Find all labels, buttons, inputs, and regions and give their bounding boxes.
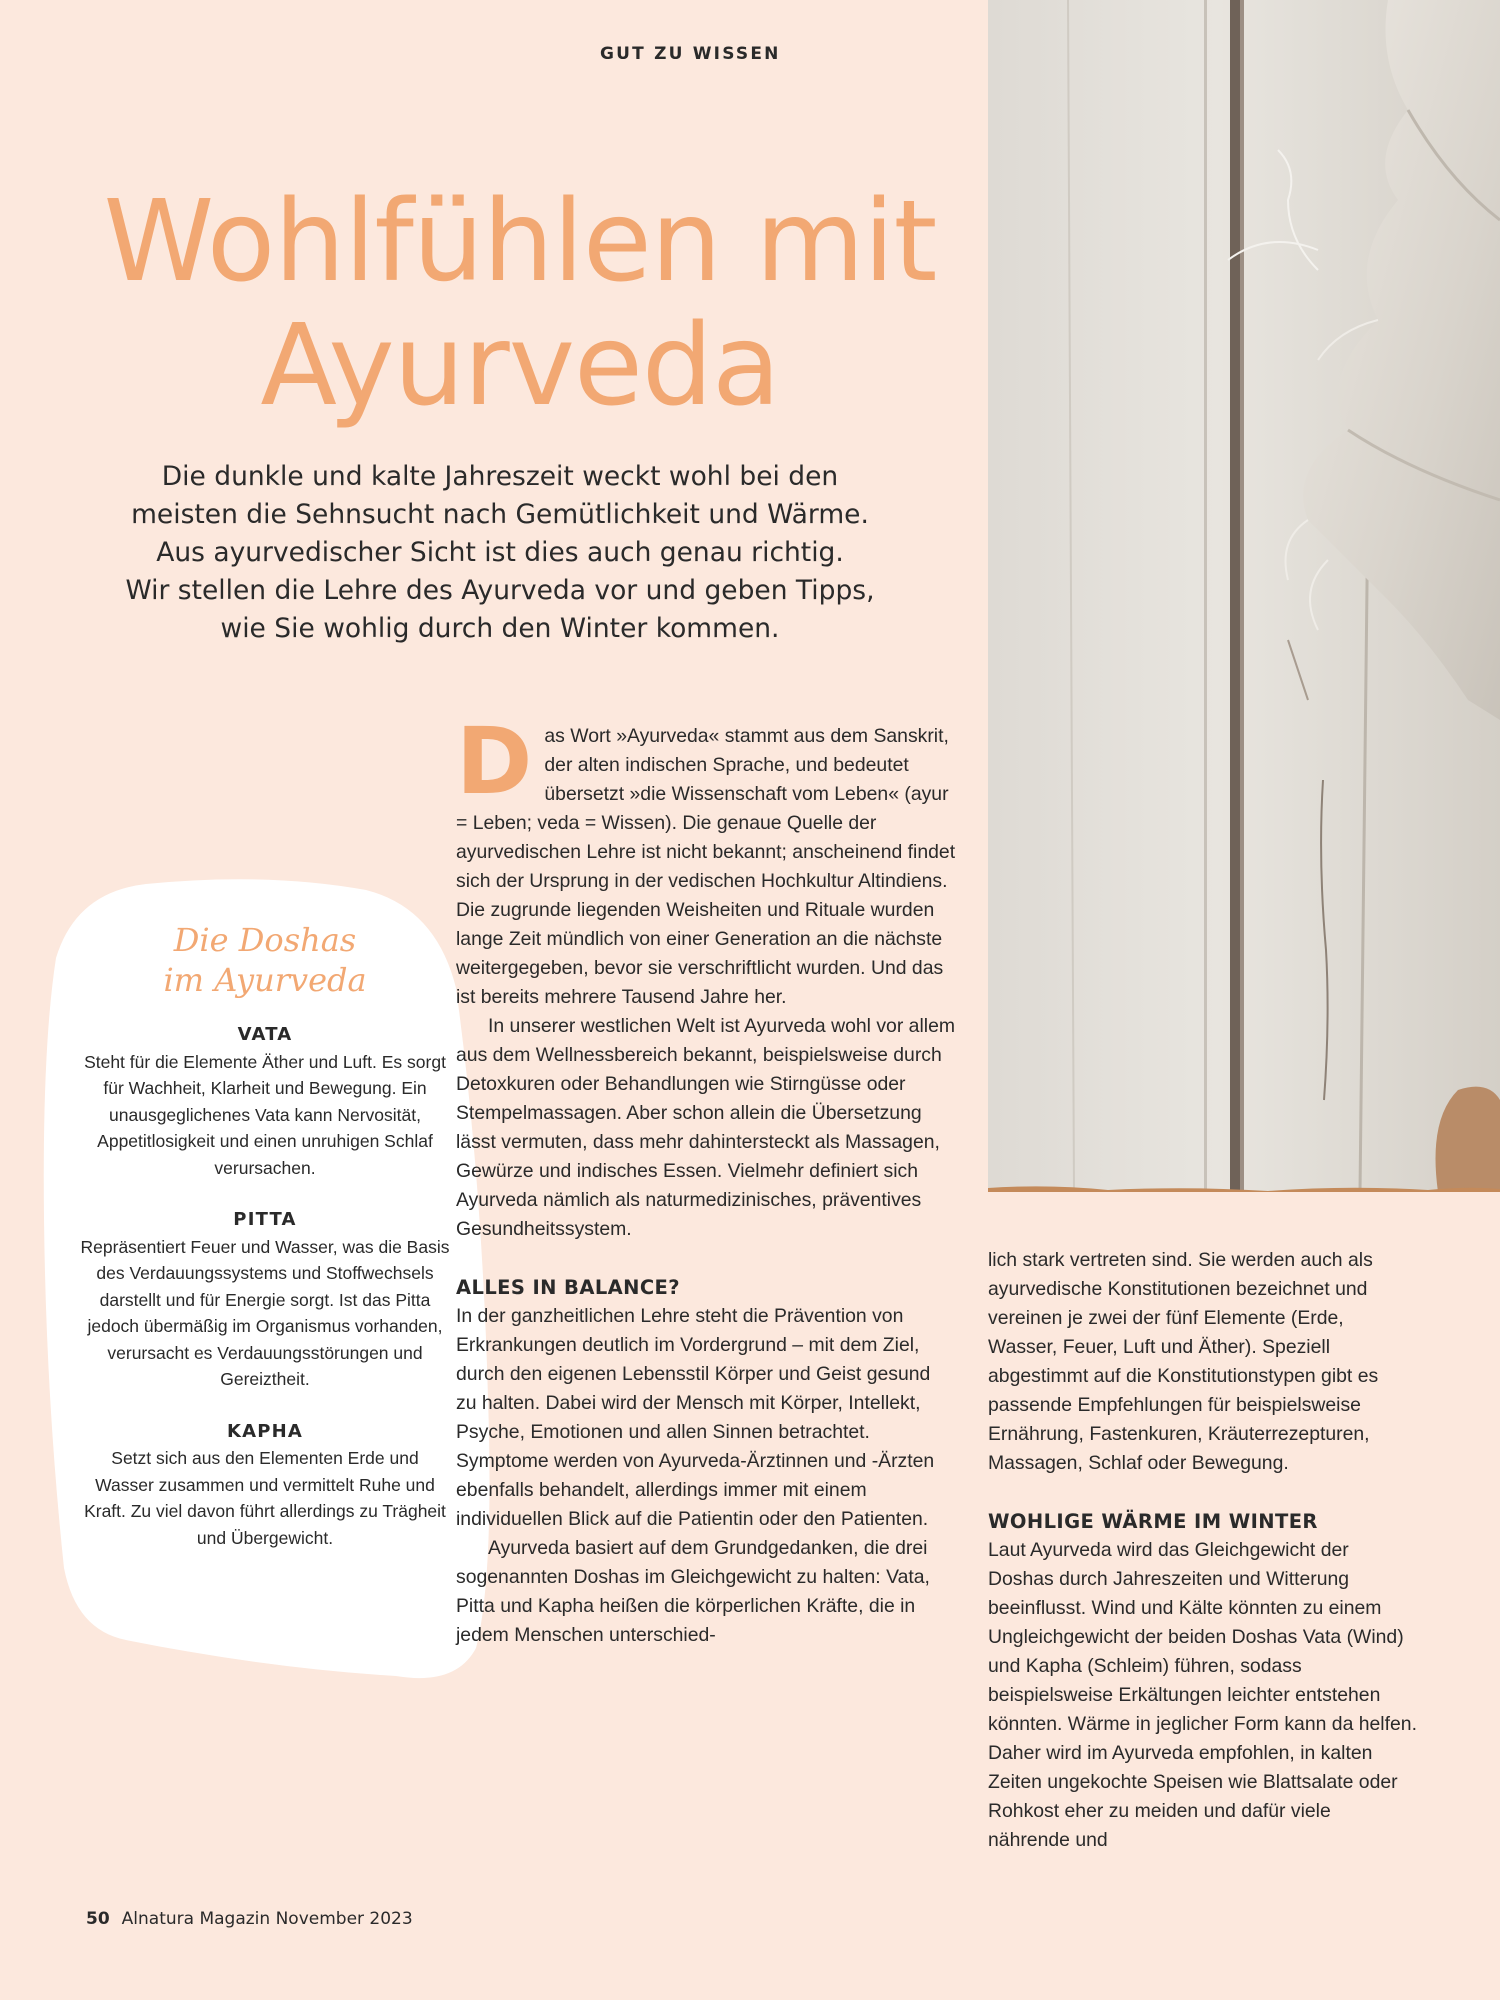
dosha-name: KAPHA	[226, 1420, 304, 1442]
dosha-name: PITTA	[233, 1209, 297, 1230]
dosha-vata	[80, 1022, 450, 1181]
article-subhead: WOHLIGE WÄRME IM WINTER	[988, 1510, 1318, 1533]
article-column-right	[988, 1246, 1418, 1855]
article-paragraph: In der ganzheitlichen Lehre steht die Prävention von Erkrankungen deutlich im Vordergrund – mit dem Ziel, durch den eigenen Lebensstil Körper und Geist gesund zu halten. Dabei wird der Mensch mit Körper, Intellekt, Psyche, Emotionen und allen Sinnen betrachtet. Symptome werden von Ayurveda-Ärztinnen und -Ärzten ebenfalls behandelt, allerdings immer mit einem individuellen Blick auf die Patientin oder den Patienten.	[456, 1305, 935, 1530]
sidebar-title: Die Doshas im Ayurveda	[163, 921, 367, 999]
article-paragraph: In unserer westlichen Welt ist Ayurveda wohl vor allem aus dem Wellnessbereich bekannt, beispielsweise durch Detoxkuren oder Behandlungen wie Stirngüsse oder Stempelmassagen. Aber schon allein die Übersetzung lässt vermuten, dass mehr dahintersteckt als Massagen, Gewürze und indisches Essen. Vielmehr definiert sich Ayurveda nämlich als naturmedizinisches, präventives Gesundheitssystem.	[456, 1015, 956, 1240]
article-column-middle	[456, 708, 956, 1650]
page-footer	[86, 1909, 413, 1929]
page-title	[60, 177, 980, 431]
dosha-text: Setzt sich aus den Elementen Erde und Wasser zusammen und vermittelt Ruhe und Kraft. Zu viel davon führt allerdings zu Trägheit und Übergewicht.	[84, 1448, 446, 1548]
intro-lead	[110, 458, 890, 648]
dosha-kapha	[80, 1419, 450, 1552]
article-paragraph: lich stark vertreten sind. Sie werden auch als ayurvedische Konstitutionen bezeichnet und vereinen je zwei der fünf Elemente (Erde, Wasser, Feuer, Luft und Äther). Speziell abgestimmt auf die Konstitutionstypen gibt es passende Empfehlungen für beispielsweise Ernährung, Fastenkuren, Kräuterrezepturen, Massagen, Schlaf oder Bewegung.	[988, 1249, 1379, 1474]
intro-line: Wir stellen die Lehre des Ayurveda vor und geben Tipps,	[125, 575, 875, 606]
doshas-sidebar	[80, 920, 450, 1577]
dosha-text: Steht für die Elemente Äther und Luft. Es sorgt für Wachheit, Klarheit und Bewegung. Ein unausgeglichenes Vata kann Nervosität, Appetitlosigkeit und einen unruhigen Schlaf verursachen.	[84, 1051, 446, 1178]
intro-line: meisten die Sehnsucht nach Gemütlichkeit und Wärme.	[131, 499, 869, 530]
intro-line: wie Sie wohlig durch den Winter kommen.	[220, 613, 780, 644]
dosha-name: VATA	[237, 1024, 293, 1045]
publication-name: Alnatura Magazin November 2023	[121, 1909, 413, 1929]
title-line-2: Ayurveda	[260, 301, 780, 431]
dosha-pitta	[80, 1207, 450, 1393]
intro-line: Die dunkle und kalte Jahreszeit weckt wohl bei den	[161, 461, 839, 492]
dosha-text: Repräsentiert Feuer und Wasser, was die Basis des Verdauungssystems und Stoffwechsels darstellt und für Energie sorgt. Ist das Pitta jedoch übermäßig im Organismus vorhanden, verursacht es Verdauungsstörungen und Gereiztheit.	[80, 1236, 450, 1389]
wood-and-linen-photo	[988, 0, 1500, 1192]
drop-cap: D	[456, 708, 533, 815]
section-kicker: GUT ZU WISSEN	[600, 44, 781, 64]
title-line-1: Wohlfühlen mit	[103, 177, 937, 307]
article-subhead: ALLES IN BALANCE?	[456, 1276, 680, 1299]
article-paragraph: Laut Ayurveda wird das Gleichgewicht der Doshas durch Jahreszeiten und Witterung beeinflusst. Wind und Kälte könnten zu einem Ungleichgewicht der beiden Doshas Vata (Wind) und Kapha (Schleim) führen, sodass beispielsweise Erkältungen leichter entstehen könnten. Wärme in jeglicher Form kann da helfen. Daher wird im Ayurveda empfohlen, in kalten Zeiten ungekochte Speisen wie Blattsalate oder Rohkost eher zu meiden und dafür viele nährende und	[988, 1539, 1417, 1851]
intro-line: Aus ayurvedischer Sicht ist dies auch genau richtig.	[156, 537, 844, 568]
page-number: 50	[86, 1909, 110, 1929]
article-paragraph: Ayurveda basiert auf dem Grundgedanken, die drei sogenannten Doshas im Gleichgewicht zu halten: Vata, Pitta und Kapha heißen die körperlichen Kräfte, die in jedem Menschen unterschied-	[456, 1537, 930, 1646]
article-paragraph: Das Wort »Ayurveda« stammt aus dem Sanskrit, der alten indischen Sprache, und bedeutet übersetzt »die Wissenschaft vom Leben« (ayur = Leben; veda = Wissen). Die genaue Quelle der ayurvedischen Lehre ist nicht bekannt; anscheinend findet sich der Ursprung in der vedischen Hochkultur Altindiens. Die zugrunde liegenden Weisheiten und Rituale wurden lange Zeit mündlich von einer Generation an die nächste weitergegeben, bevor sie verschriftlicht wurden. Und das ist bereits mehrere Tausend Jahre her.	[456, 708, 956, 1008]
header-photo	[988, 0, 1500, 1192]
